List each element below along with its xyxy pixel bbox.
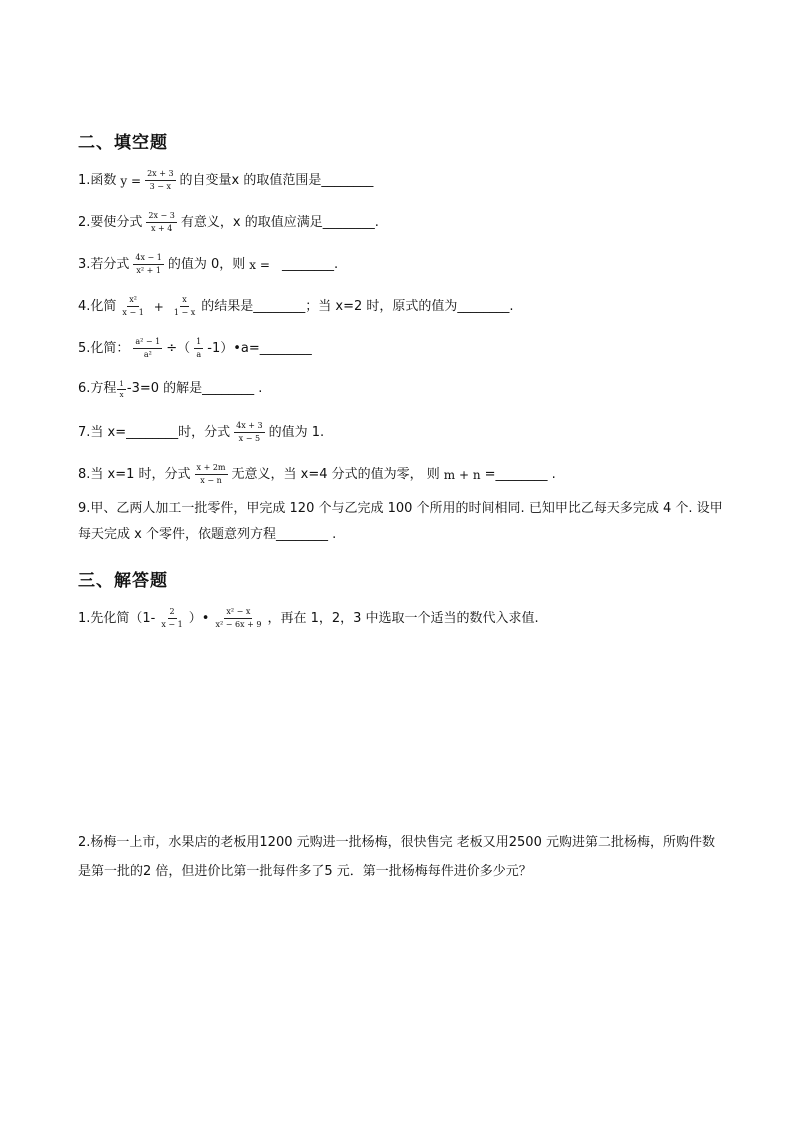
- question-3-2: 2.杨梅一上市，水果店的老板用1200 元购进一批杨梅，很快售完 老板又用2500 元购进第二批杨梅，所购件数是第一批的2 倍，但进价比第一批每件多了5 元．第一批杨梅每件进价多少元？: [78, 835, 715, 879]
- q-text: 1.函数: [78, 172, 117, 188]
- denominator: x² + 1: [136, 266, 161, 275]
- q-text: 的值为 1.: [268, 424, 325, 440]
- fraction: [146, 211, 176, 234]
- denominator: x + 4: [150, 224, 173, 233]
- q-text: 5.化简：: [78, 340, 130, 356]
- numerator: x + 2m: [195, 463, 228, 475]
- question-2-9: 9.甲、乙两人加工一批零件，甲完成 120 个与乙完成 100 个所用的时间相同. 已知甲比乙每天多完成 4 个. 设甲每天完成 x 个零件，依题意列方程________ .: [78, 501, 723, 542]
- question-3-1: [78, 607, 539, 630]
- numerator: 2x − 3: [146, 211, 176, 223]
- q-text: 1.先化简（1-: [78, 610, 156, 626]
- q-text: ）•: [188, 610, 210, 626]
- q-text: 2.要使分式: [78, 214, 143, 230]
- denominator: 1 − x: [173, 308, 196, 317]
- denominator: x − 5: [238, 434, 261, 443]
- question-2-7: [78, 421, 324, 444]
- q-text: =________ .: [484, 466, 556, 482]
- denominator: x − n: [200, 476, 222, 485]
- question-2-8: [78, 463, 556, 486]
- question-2-6: [78, 379, 262, 399]
- fraction: [145, 169, 175, 192]
- question-2-3: [78, 253, 338, 276]
- question-2-4: [78, 295, 514, 318]
- numerator: x: [180, 295, 189, 307]
- q-text: ________.: [281, 256, 339, 272]
- q-text: 3.若分式: [78, 256, 130, 272]
- q-text: 的自变量x 的取值范围是________: [179, 172, 374, 188]
- denominator: x² − 6x + 9: [215, 620, 262, 629]
- q-text: 的值为 0，则: [167, 256, 246, 272]
- q-math: x =: [249, 257, 270, 272]
- numerator: 4x − 1: [133, 253, 163, 265]
- fraction: [159, 607, 184, 630]
- question-2-2: [78, 211, 379, 234]
- numerator: a² − 1: [133, 337, 162, 349]
- fraction: [172, 295, 197, 318]
- numerator: x²: [127, 295, 139, 307]
- denominator: x − 1: [161, 620, 183, 629]
- q-text: 无意义，当 x=4 分式的值为零， 则: [231, 466, 440, 482]
- fraction: [133, 253, 163, 276]
- q-text: 4.化简: [78, 298, 117, 314]
- numerator: 2x + 3: [145, 169, 175, 181]
- q-text: ÷（: [166, 340, 191, 356]
- q-text: 有意义，x 的取值应满足________.: [180, 214, 379, 230]
- fraction: [133, 337, 162, 360]
- q-math: m + n: [443, 467, 481, 482]
- numerator: 1: [119, 379, 124, 388]
- q-text: -3=0 的解是________ .: [126, 381, 263, 396]
- plus-sign: +: [153, 299, 164, 314]
- numerator: x² − x: [224, 607, 252, 619]
- fraction: [117, 380, 125, 399]
- numerator: 1: [194, 337, 203, 349]
- q-text: -1）•a=________: [207, 340, 312, 356]
- fraction: [195, 463, 228, 486]
- denominator: 3 − x: [149, 182, 171, 191]
- fraction: [234, 421, 264, 444]
- q-text: 7.当 x=________时，分式: [78, 424, 231, 440]
- question-2-5: [78, 337, 312, 360]
- denominator: a²: [143, 350, 152, 359]
- denominator: x − 1: [122, 308, 144, 317]
- section-title-fill-in: 二、填空题: [78, 133, 168, 153]
- fraction: [194, 337, 203, 360]
- q-text: 6.方程: [78, 381, 117, 396]
- numerator: 4x + 3: [234, 421, 264, 433]
- section-title-solve: 三、解答题: [78, 571, 168, 591]
- numerator: 2: [168, 607, 177, 619]
- denominator: x: [119, 390, 124, 399]
- question-2-1: [78, 169, 373, 192]
- q-text: 8.当 x=1 时，分式: [78, 466, 191, 482]
- fraction: [120, 295, 145, 318]
- denominator: a: [196, 350, 202, 359]
- fraction: [213, 607, 263, 630]
- q-text: ，再在 1，2，3 中选取一个适当的数代入求值.: [267, 610, 539, 626]
- q-math: y =: [120, 173, 142, 188]
- q-text: 的结果是________；当 x=2 时，原式的值为________.: [201, 298, 514, 314]
